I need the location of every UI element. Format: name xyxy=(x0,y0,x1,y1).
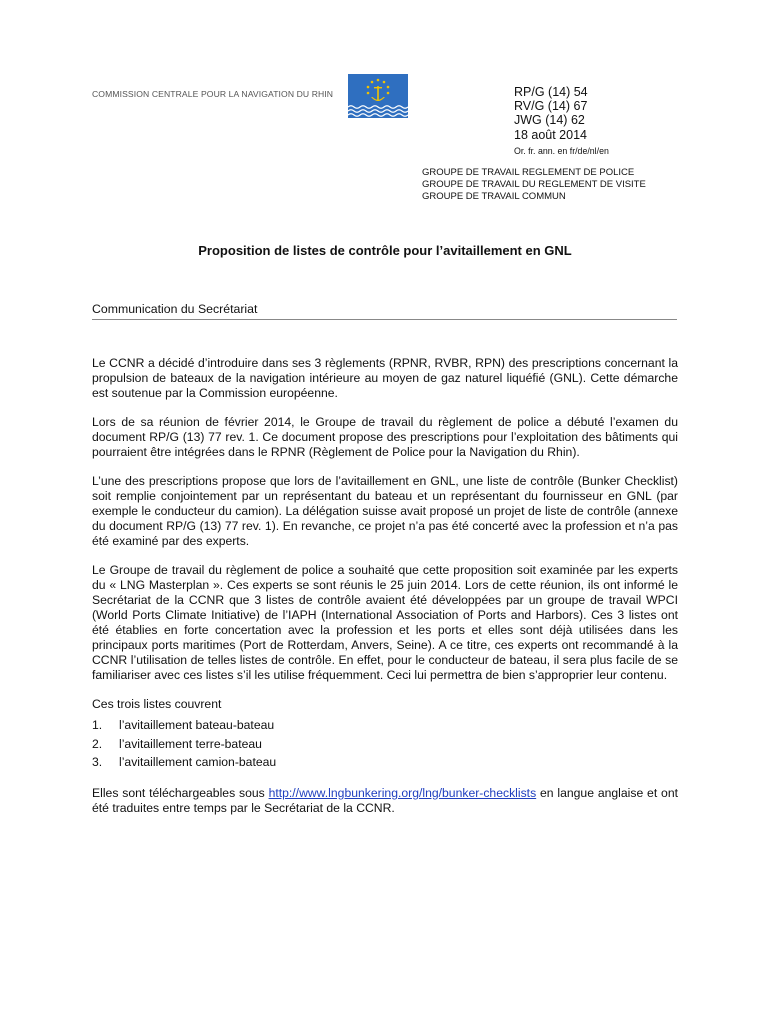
closing-text-before: Elles sont téléchargeables sous xyxy=(92,785,269,800)
document-body xyxy=(92,356,678,830)
list-item xyxy=(92,716,678,735)
ccnr-logo-icon xyxy=(348,74,408,118)
document-title: Proposition de listes de contrôle pour l’avitaillement en GNL xyxy=(198,243,572,258)
list-number: 2. xyxy=(92,736,103,751)
reference-jwg: JWG (14) 62 xyxy=(514,113,585,128)
working-groups xyxy=(422,167,646,202)
checklist-list xyxy=(92,716,678,772)
language-note: Or. fr. ann. en fr/de/nl/en xyxy=(514,145,609,156)
list-text: l’avitaillement bateau-bateau xyxy=(119,718,275,732)
list-text: l’avitaillement terre-bateau xyxy=(119,736,262,751)
list-number: 1. xyxy=(92,718,103,732)
list-item xyxy=(92,735,678,754)
commission-name: COMMISSION CENTRALE POUR LA NAVIGATION DU RHIN xyxy=(92,89,334,99)
list-number: 3. xyxy=(92,755,103,769)
working-group: GROUPE DE TRAVAIL DU REGLEMENT DE VISITE xyxy=(422,178,646,190)
list-text: l’avitaillement camion-bateau xyxy=(119,755,277,769)
paragraph: Le CCNR a décidé d’introduire dans ses 3 règlements (RPNR, RVBR, RPN) des prescriptions concernant la propulsion de bateaux de la navigation intérieure au moyen de gaz naturel liquéfié (GNL). Cette démarche est soutenue par la Commission européenne. xyxy=(92,356,678,400)
paragraph: Lors de sa réunion de février 2014, le Groupe de travail du règlement de police a débuté l’examen du document RP/G (13) 77 rev. 1. Ce document propose des prescriptions pour l’exploitation des bâtiments qui pourraient être intégrées dans le RPNR (Règlement de Police pour la Navigation du Rhin). xyxy=(92,415,678,459)
paragraph: Le Groupe de travail du règlement de police a souhaité que cette proposition soit examinée par les experts du « LNG Masterplan ». Ces experts se sont réunis le 25 juin 2014. Lors de cette réunion, ils ont informé le Secrétariat de la CCNR que 3 listes de contrôle avaient été développées par un groupe de travail WPCI (World Ports Climate Initiative) de l’IAPH (International Association of Ports and Harbors). Ces 3 listes ont été établies en forte concertation avec la profession et les ports et elles sont déjà utilisées dans les principaux ports maritimes (Port de Rotterdam, Anvers, Seine). A ce titre, ces experts ont recommandé à la CCNR l’utilisation de telles listes de contrôle. En effet, pour le conducteur de bateau, il sera plus facile de se familiariser avec ces listes s’il les utilise fréquemment. Ceci lui permettra de bien s’approprier leur contenu. xyxy=(92,563,678,682)
paragraph: L’une des prescriptions propose que lors de l’avitaillement en GNL, une liste de contrôle (Bunker Checklist) soit remplie conjointement par un représentant du bateau et un représentant du fournisseur en GNL (par exemple le conducteur du camion). La délégation suisse avait proposé un projet de liste de contrôle (annexe du document RP/G (13) 77 rev. 1). En revanche, ce projet n’a pas été concerté avec la profession et n’a pas été examiné par des experts. xyxy=(92,474,678,548)
reference-rpg: RP/G (14) 54 xyxy=(514,85,588,99)
closing-text-after: en langue anglaise et ont été traduites entre temps par le Secrétariat de la CCNR. xyxy=(92,785,678,815)
document-date: 18 août 2014 xyxy=(514,127,587,142)
working-group: GROUPE DE TRAVAIL REGLEMENT DE POLICE xyxy=(422,167,635,178)
paragraph: Ces trois listes couvrent xyxy=(92,697,222,711)
closing-paragraph xyxy=(92,786,678,816)
bunker-checklists-link[interactable]: http://www.lngbunkering.org/lng/bunker-checklists xyxy=(268,785,537,800)
document-references xyxy=(514,85,609,158)
working-group: GROUPE DE TRAVAIL COMMUN xyxy=(422,190,566,202)
list-item xyxy=(92,753,678,772)
divider xyxy=(92,319,677,320)
communication-label: Communication du Secrétariat xyxy=(92,302,258,316)
reference-rvg: RV/G (14) 67 xyxy=(514,99,588,114)
